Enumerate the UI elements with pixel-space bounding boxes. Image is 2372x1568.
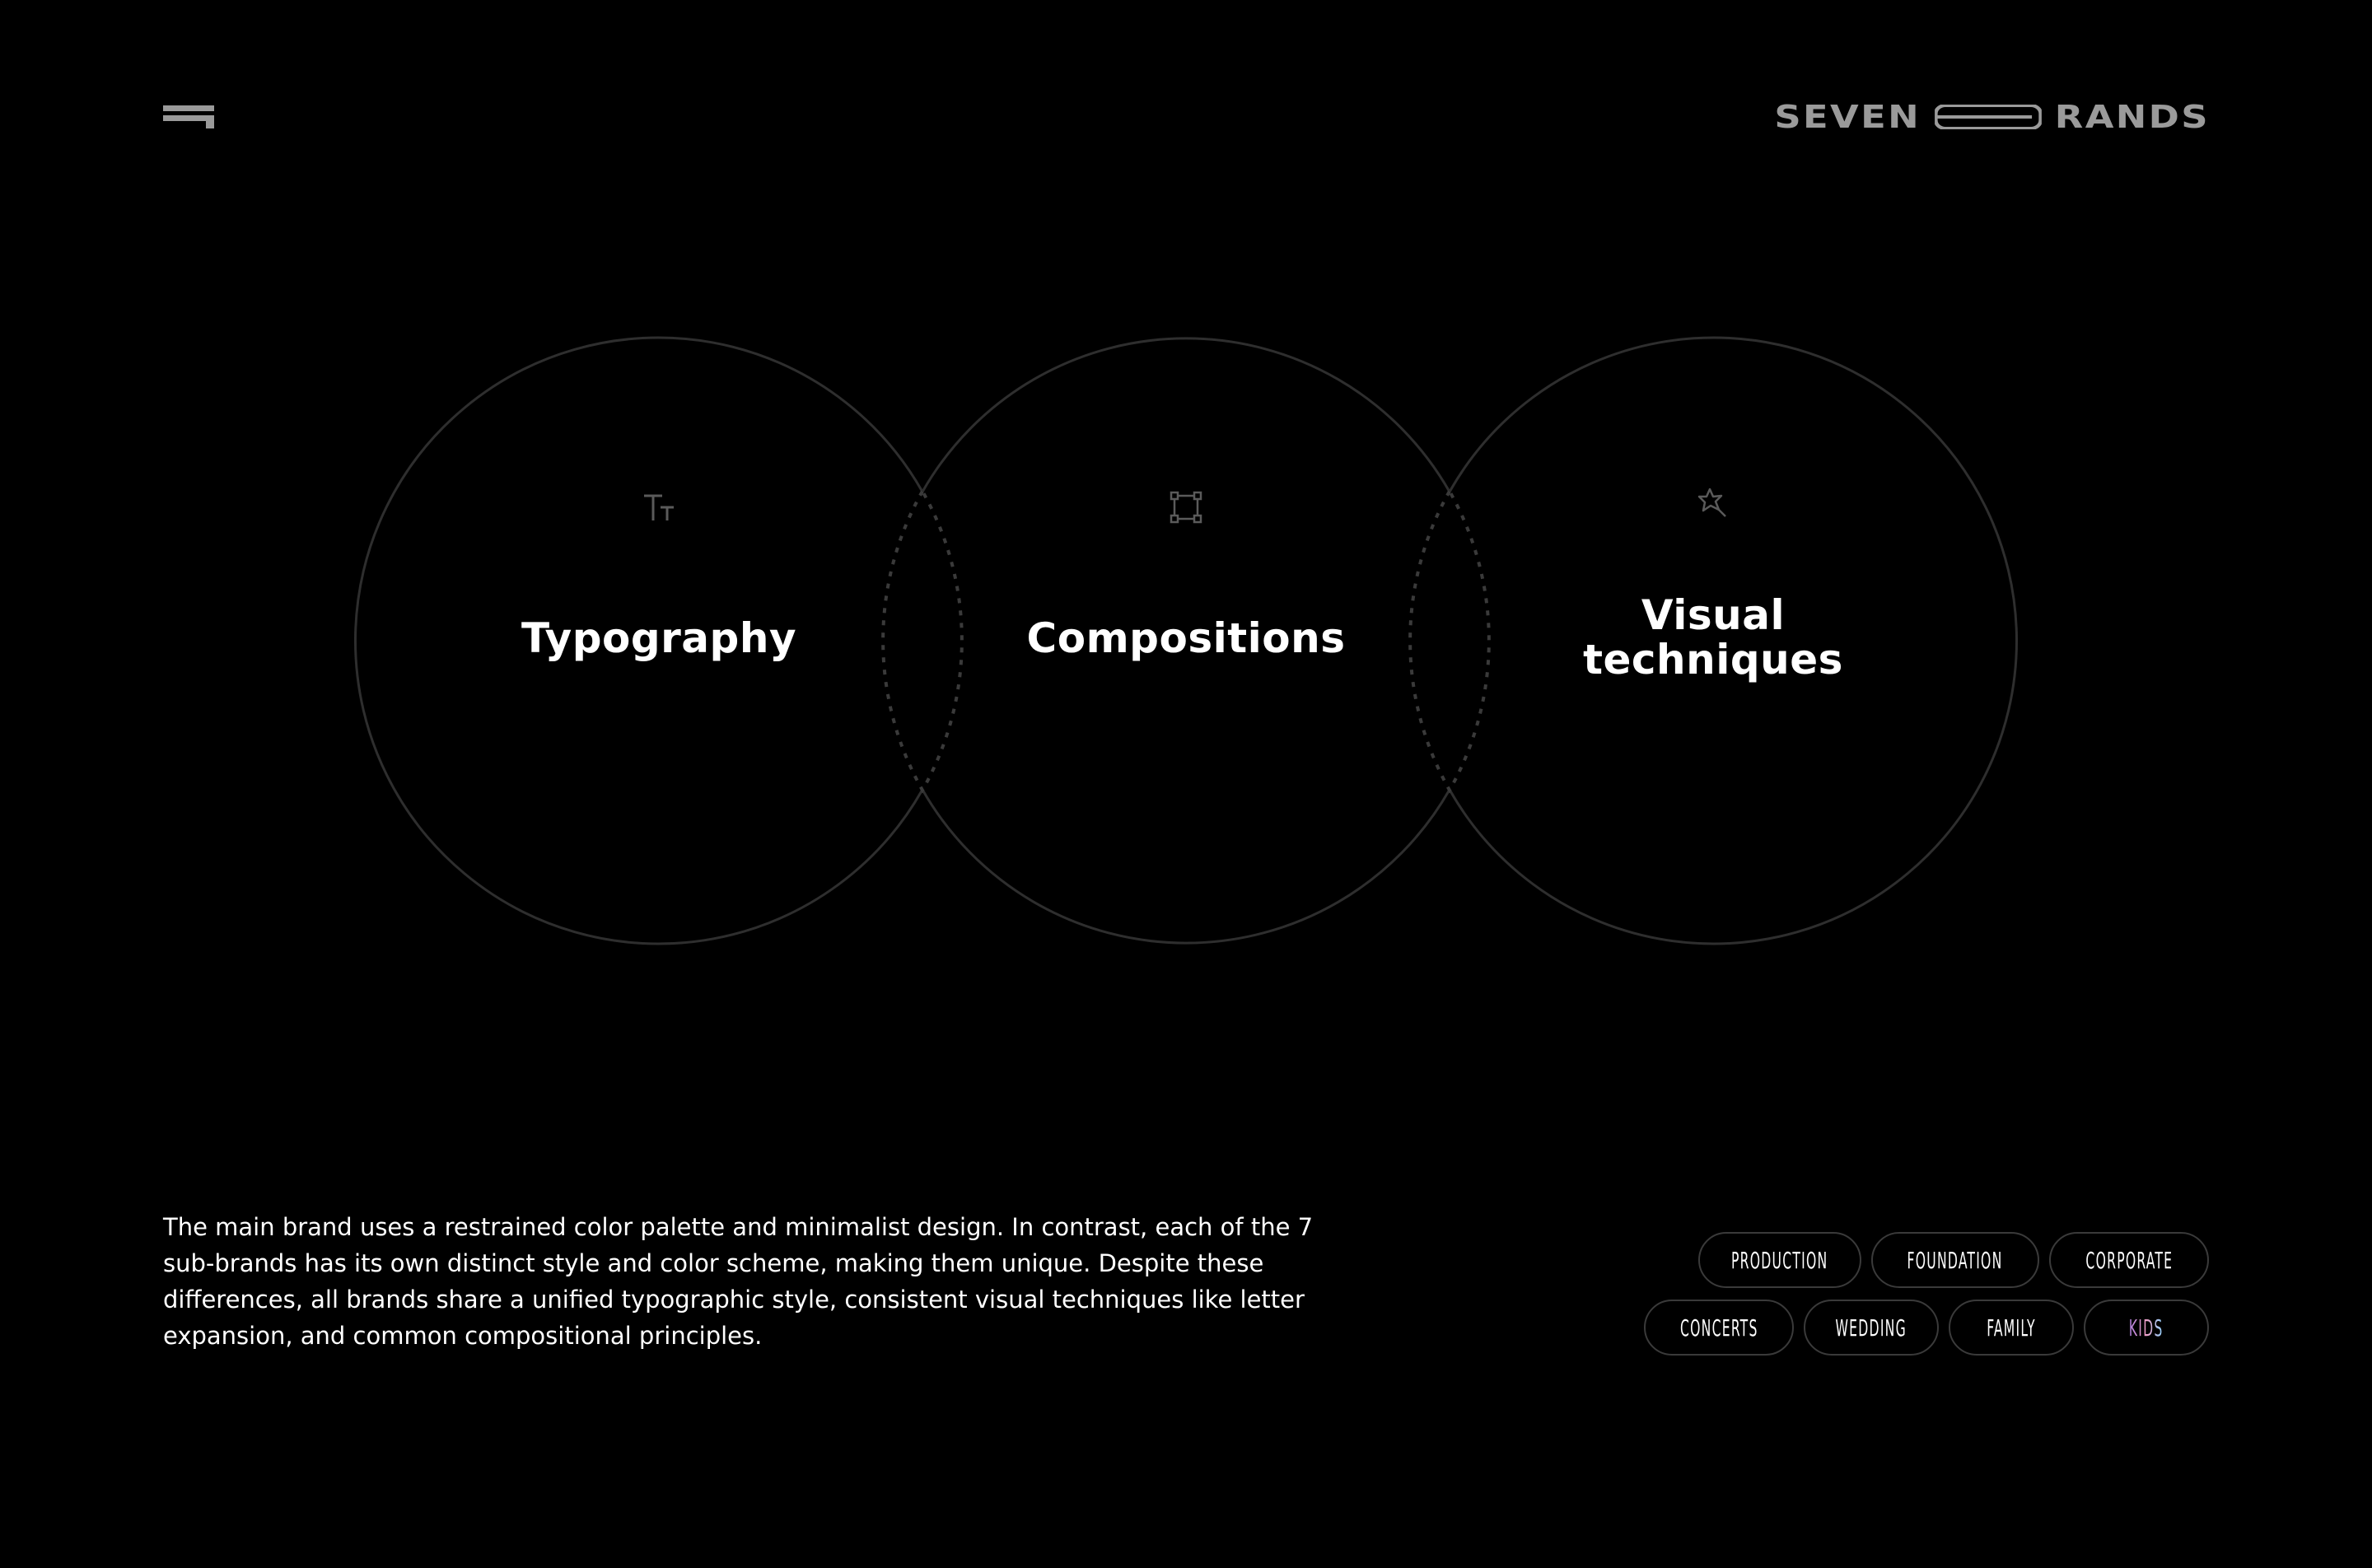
frame-icon [1166, 488, 1206, 527]
pill-wedding-label: WEDDING [1835, 1314, 1907, 1342]
pill-foundation-label: FOUNDATION [1907, 1246, 2003, 1274]
circle-title-visual-techniques [1499, 593, 1927, 682]
circle-title-line2: techniques [1583, 636, 1843, 684]
pill-family[interactable] [1949, 1300, 2074, 1356]
sparkle-icon [1693, 483, 1733, 522]
overlap-left-dashed [883, 492, 962, 791]
brand-name-right: RANDS [2054, 99, 2210, 135]
pill-foundation[interactable] [1871, 1232, 2039, 1288]
pill-production[interactable] [1698, 1232, 1861, 1288]
pill-wedding[interactable] [1804, 1300, 1939, 1356]
pill-corporate[interactable] [2049, 1232, 2209, 1288]
pill-kids-label: KIDS [2129, 1314, 2164, 1342]
circle-compositions-outline [922, 338, 1449, 492]
pill-kids[interactable] [2084, 1300, 2209, 1356]
text-size-icon [639, 488, 679, 527]
circle-title-line1: Visual [1641, 591, 1786, 639]
overlap-right-dashed [1410, 492, 1489, 791]
circle-compositions-outline-bottom [922, 791, 1449, 944]
pill-concerts[interactable] [1644, 1300, 1794, 1356]
brand-name-left: SEVEN [1774, 99, 1921, 135]
brand-description: The main brand uses a restrained color palette and minimalist design. In contrast, each of the 7 sub-brands has its own distinct style and color scheme, making them unique. Despite these differences, all brands share a unified typographic style, consistent visual techniques like letter expansion, and common compositional principles. [163, 1213, 1314, 1350]
circle-title-typography: Typography [521, 614, 797, 662]
pill-corporate-label: CORPORATE [2085, 1246, 2173, 1274]
pill-production-label: PRODUCTION [1731, 1246, 1828, 1274]
pill-family-label: FAMILY [1987, 1314, 2036, 1342]
circle-title-compositions: Compositions [1026, 614, 1346, 662]
pill-concerts-label: CONCERTS [1679, 1314, 1758, 1342]
